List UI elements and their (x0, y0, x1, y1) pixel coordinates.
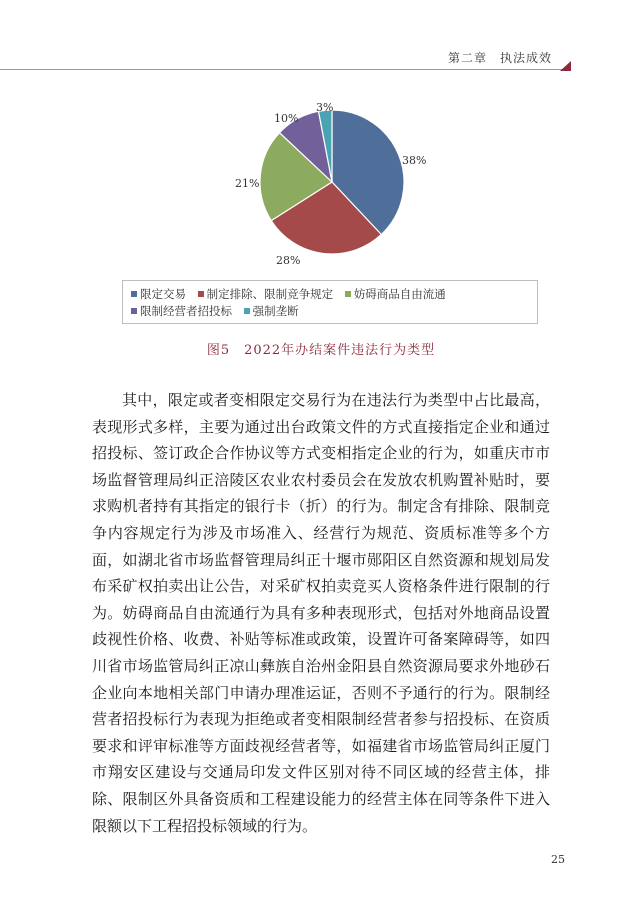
header-rule (0, 69, 563, 70)
figure-caption: 图5 2022年办结案件违法行为类型 (206, 343, 436, 358)
legend-label: 妨碍商品自由流通 (353, 287, 446, 301)
legend-swatch (244, 308, 250, 314)
legend-swatch (345, 291, 351, 297)
legend-item (345, 286, 446, 303)
legend-label: 限制经营者招投标 (140, 304, 232, 318)
slice-label-xianding: 38% (402, 154, 427, 167)
chart-legend (122, 280, 538, 324)
pie-chart (232, 94, 444, 274)
legend-item (198, 286, 334, 303)
slice-label-fangai: 21% (235, 177, 260, 190)
legend-item (244, 303, 299, 320)
legend-label: 制定排除、限制竞争规定 (206, 287, 334, 301)
legend-item (131, 303, 232, 320)
running-header: 第二章 执法成效 (447, 51, 552, 65)
legend-item (131, 286, 186, 303)
legend-swatch (131, 308, 137, 314)
slice-label-xianzhi: 10% (274, 112, 299, 125)
legend-label: 强制垄断 (252, 304, 299, 318)
header-corner-mark (560, 61, 571, 71)
legend-swatch (198, 291, 204, 297)
slice-label-qiangzhi: 3% (316, 101, 334, 114)
body-paragraph: 其中，限定或者变相限定交易行为在违法行为类型中占比最高，表现形式多样，主要为通过出台政策文件的方式直接指定企业和通过招投标、签订政企合作协议等方式变相指定企业的行为，如重庆市市场监督管理局纠正涪陵区农业农村委员会在发放农机购置补贴时，要求购机者持有其指定的银行卡（折）的行为。制定含有排除、限制竞争内容规定行为涉及市场准入、经营行为规范、资质标准等多个方面，如湖北省市场监督管理局纠正十堰市郧阳区自然资源和规划局发布采矿权拍卖出让公告，对采矿权拍卖竞买人资格条件进行限制的行为。妨碍商品自由流通行为具有多种表现形式，包括对外地商品设置歧视性价格、收费、补贴等标准或政策，设置许可备案障碍等，如四川省市场监管局纠正凉山彝族自治州金阳县自然资源局要求外地砂石企业向本地相关部门申请办理准运证，否则不予通行的行为。限制经营者招投标行为表现为拒绝或者变相限制经营者参与招投标、在资质要求和评审标准等方面歧视经营者等，如福建省市场监管局纠正厦门市翔安区建设与交通局印发文件区别对待不同区域的经营主体，排除、限制区外具备资质和工程建设能力的经营主体在同等条件下进入限额以下工程招投标领域的行为。 (92, 391, 550, 835)
legend-label: 限定交易 (140, 287, 186, 301)
page-number: 25 (551, 853, 565, 866)
legend-swatch (131, 291, 137, 297)
slice-label-zhiding: 28% (276, 254, 301, 267)
